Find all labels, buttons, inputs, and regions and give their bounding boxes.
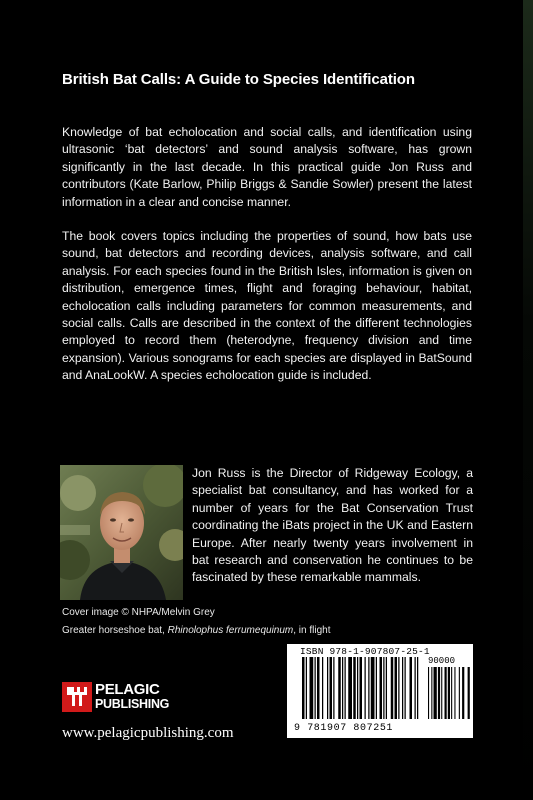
isbn-label: ISBN 978-1-907807-25-1 [300,646,430,657]
cover-image-credit: Cover image © NHPA/Melvin Grey [62,607,215,618]
spine-edge [523,0,533,800]
description-paragraph-2: The book covers topics including the properties of sound, how bats use sound, bat detectors and recording devices, analysis software, and call analysis. For each species found in the British Isles, information is given on distribution, emergence times, flight and foraging behaviour, habitat, echolocation calls including parameters for common measurements, and social calls. Calls are described in the context of the different technologies employed to record them (heterodyne, frequency division and time expansion). Various sonograms for each species are displayed in BatSound and AnaLookW. A species echolocation guide is included. [62,229,472,383]
author-photo [60,465,183,600]
caption-prefix: Greater horseshoe bat, [62,625,168,636]
cover-image-caption [62,625,331,636]
caption-species: Rhinolophus ferrumequinum [167,625,294,636]
caption-suffix: , in flight [293,625,331,636]
publisher-sub: PUBLISHING [95,697,170,711]
description-paragraph-1: Knowledge of bat echolocation and social calls, and identification using ultrasonic ‘bat detectors’ and sound analysis software, has grown significantly in the last decade. In this practical guide Jon Russ and contributors (Kate Barlow, Philip Briggs & Sandie Sowler) present the latest information in a clear and concise manner. [62,125,472,209]
publisher-name: PELAGIC [95,681,160,698]
ean-number: 9 781907 807251 [294,723,394,734]
book-title: British Bat Calls: A Guide to Species Identification [62,71,415,88]
price-code: 90000 [428,656,456,666]
author-bio: Jon Russ is the Director of Ridgeway Ecology, a specialist bat consultancy, and has worked for a number of years for the Bat Conservation Trust coordinating the iBats project in the UK and Eastern Europe. After nearly twenty years involvement in bat research and conservation he continues to be fascinated by these remarkable mammals. [192,466,473,585]
pelagic-logo-icon [62,682,92,712]
publisher-logo [62,682,192,712]
publisher-website: www.pelagicpublishing.com [62,725,234,741]
barcode-icon [300,657,470,725]
